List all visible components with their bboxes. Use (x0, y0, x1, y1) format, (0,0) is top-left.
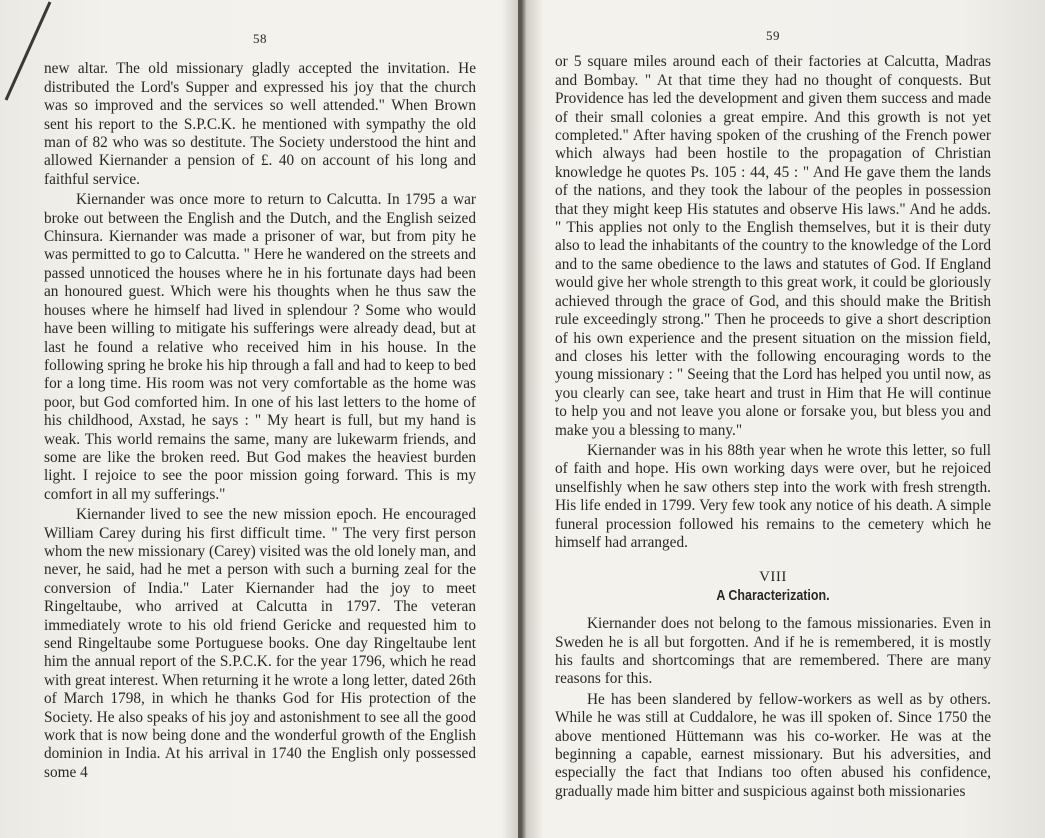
paragraph: Kiernander was in his 88th year when he wrote this letter, so full of faith and hope. His own working days were over, but he rejoiced unselfishly when he saw others step into the work with fresh strength. His life ended in 1799. Very few took any notice of his death. A simple funeral procession followed his remains to the cemetery which he himself had arranged. (555, 441, 991, 551)
paragraph: or 5 square miles around each of their factories at Calcutta, Madras and Bombay. " At that time they had no thought of conquests. But Providence has led the development and given them success and made of their small colonies a great empire. And this growth is not yet completed." After having spoken of the crushing of the French power which always had been hostile to the propagation of Christian knowledge he quotes Ps. 105 : 44, 45 : " And He gave them the lands of the nations, and they took the labour of the peoples in possession that they might keep His statutes and observe His laws." And he adds. " This applies not only to the English themselves, but it is their duty also to lead the inhabitants of the country to the knowledge of the Lord and to the same obedience to the laws and statutes of God. If England would give her whole strength to this great work, it could be gloriously achieved through the grace of God, and this should make the British rule exceedingly strong." Then he proceeds to give a short description of his own experience and the present situation on the mission field, and closes his letter with the following encouraging words to the young missionary : " Seeing that the Lord has helped you until now, as you clearly can see, take heart and trust in Him that He will continue to help you and not leave you alone or forsake you, but bless you and make you a blessing to many." (555, 53, 991, 439)
page-body-top (555, 53, 991, 552)
book-gutter (518, 0, 522, 838)
section-title: A Characterization. (716, 587, 830, 604)
paragraph: Kiernander was once more to return to Calcutta. In 1795 a war broke out between the English and the Dutch, and the English seized Chinsura. Kiernander was made a prisoner of war, but from pity he was permitted to go to Calcutta. " Here he wandered on the streets and passed unnoticed the houses where he in his fortunate days had been an honoured guest. Which were his thoughts when he thus saw the houses where he himself had lived in splendour ? Some who would have been willing to mitigate his sufferings were already dead, but at last he found a relative who received him in his house. In the following spring he broke his hip through a fall and had to keep to bed for a long time. His room was not very comfortable as the home was poor, but God comforted him. In one of his last letters to the home of his childhood, Axstad, he says : " My heart is full, but my hand is weak. This world remains the same, many are lukewarm friends, and some are like the broken reed. But God makes the heaviest burden light. I rejoice to see the poor mission going forward. This is my comfort in all my sufferings." (44, 191, 476, 503)
paragraph: Kiernander lived to see the new mission epoch. He encouraged William Carey during his first difficult time. " The very first person whom the new missionary (Carey) visited was the old lonely man, and never, he said, had he met a person with such a burning zeal for the conversion of India." Later Kiernander had the joy to meet Ringeltaube, who arrived at Calcutta in 1797. The veteran immediately wrote to his old friend Gericke and requested him to send Ringeltaube some Portuguese books. One day Ringeltaube lent him the annual report of the S.P.C.K. for the year 1796, which he read with great interest. When returning it he wrote a long letter, dated 26th of March 1798, in which he thanks God for His protection of the Society. He also speaks of his joy and astonishment to see all the good work that is now being done and the wonderful growth of the English dominion in India. At his arrival in 1740 the English only possessed some 4 (44, 506, 476, 781)
paragraph: He has been slandered by fellow-workers as well as by others. While he was still at Cuddalore, he was ill spoken of. Since 1750 the above mentioned Hüttemann was his co-worker. He was at the beginning a capable, earnest missionary. But his adversities, and especially the fact that Indians too often abused his confidence, gradually made him bitter and suspicious against both missionaries (555, 690, 991, 800)
paragraph: new altar. The old missionary gladly accepted the invitation. He distributed the Lord's Supper and expressed his joy that the church was so improved and the services so well attended." When Brown sent his report to the S.P.C.K. he mentioned with sympathy the old man of 82 who was so destitute. The Society understood the hint and allowed Kiernander a pension of £. 40 on account of his long and faithful service. (44, 60, 476, 188)
page-body (44, 60, 476, 782)
right-page (555, 22, 991, 801)
left-page (44, 22, 476, 782)
paragraph: Kiernander does not belong to the famous missionaries. Even in Sweden he is all but forgotten. And if he is remembered, it is mostly his faults and shortcomings that are remembered. There are many reasons for this. (555, 615, 991, 688)
page-body-bottom (555, 615, 991, 801)
page-number: 59 (766, 28, 780, 43)
section-number: VIII (759, 569, 787, 586)
page-number: 58 (253, 31, 267, 46)
